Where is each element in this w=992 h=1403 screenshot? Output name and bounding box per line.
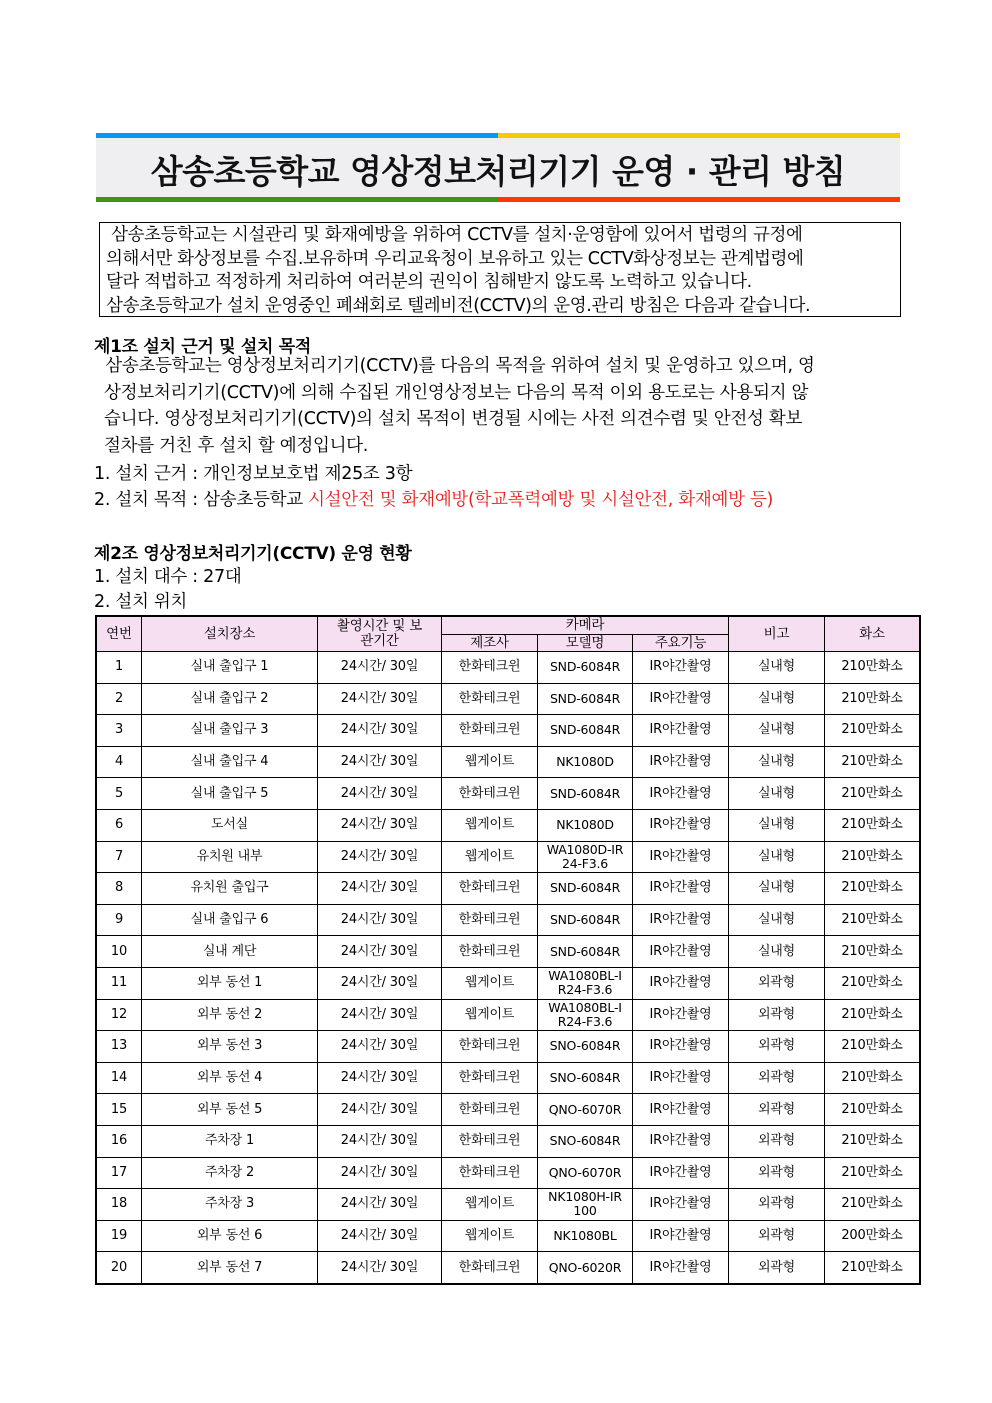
cell-maker: 한화테크윈 — [442, 1031, 538, 1063]
cell-resolution: 210만화소 — [825, 778, 921, 810]
table-row — [96, 841, 920, 873]
cell-location: 실내 출입구 4 — [142, 746, 318, 778]
title-bar-bottom-right — [498, 197, 900, 202]
cell-location: 외부 동선 7 — [142, 1252, 318, 1284]
page-title: 삼송초등학교 영상정보처리기기 운영 · 관리 방침 — [150, 152, 846, 191]
cell-resolution: 200만화소 — [825, 1220, 921, 1252]
cell-model: NK1080D — [538, 746, 633, 778]
cell-feature: IR야간촬영 — [633, 1189, 729, 1221]
cell-feature: IR야간촬영 — [633, 873, 729, 905]
cell-period: 24시간/ 30일 — [318, 1094, 442, 1126]
cell-location: 실내 계단 — [142, 936, 318, 968]
cell-no: 17 — [96, 1157, 142, 1189]
cell-model: SND-6084R — [538, 715, 633, 747]
paragraph-line: 삼송초등학교는 영상정보처리기기(CCTV)를 다음의 목적을 위하여 설치 및 운영하고 있으며, 영 — [100, 356, 815, 376]
cell-resolution: 210만화소 — [825, 904, 921, 936]
cell-location: 외부 동선 3 — [142, 1031, 318, 1063]
cell-resolution: 210만화소 — [825, 1125, 921, 1157]
table-row — [96, 809, 920, 841]
model-line: 100 — [573, 1203, 597, 1219]
header-period: 촬영시간 및 보관기간 — [318, 616, 442, 652]
title-bar-top-right — [498, 133, 900, 138]
cell-note: 실내형 — [729, 652, 825, 684]
header-location: 설치장소 — [142, 616, 318, 652]
cell-period: 24시간/ 30일 — [318, 904, 442, 936]
cell-maker: 한화테크윈 — [442, 652, 538, 684]
cell-note: 외곽형 — [729, 1189, 825, 1221]
cell-maker: 웹게이트 — [442, 1220, 538, 1252]
cell-model: NK1080D — [538, 809, 633, 841]
cell-location: 주차장 1 — [142, 1125, 318, 1157]
cell-no: 3 — [96, 715, 142, 747]
cell-model — [538, 1189, 633, 1221]
cell-maker: 웹게이트 — [442, 999, 538, 1031]
table-row — [96, 683, 920, 715]
cell-location: 외부 동선 6 — [142, 1220, 318, 1252]
cell-model: NK1080BL — [538, 1220, 633, 1252]
cell-no: 6 — [96, 809, 142, 841]
cell-period: 24시간/ 30일 — [318, 746, 442, 778]
cell-resolution: 210만화소 — [825, 936, 921, 968]
cell-note: 실내형 — [729, 936, 825, 968]
cctv-table — [95, 615, 921, 1285]
model-line: 24-F3.6 — [561, 855, 609, 871]
article1-item1: 1. 설치 근거 : 개인정보보호법 제25조 3항 — [94, 464, 413, 484]
cell-feature: IR야간촬영 — [633, 936, 729, 968]
article2-heading: 제2조 영상정보처리기기(CCTV) 운영 현황 — [94, 544, 412, 564]
cell-model: SND-6084R — [538, 652, 633, 684]
item2-prefix: 2. 설치 목적 : 삼송초등학교 — [94, 490, 309, 510]
cell-resolution: 210만화소 — [825, 809, 921, 841]
cell-model: QNO-6070R — [538, 1094, 633, 1126]
cell-resolution: 210만화소 — [825, 999, 921, 1031]
table-row — [96, 1220, 920, 1252]
cell-no: 20 — [96, 1252, 142, 1284]
cell-location: 외부 동선 4 — [142, 1062, 318, 1094]
cell-note: 외곽형 — [729, 999, 825, 1031]
model-line: R24-F3.6 — [557, 1013, 613, 1029]
model-line: WA1080BL-I — [548, 999, 622, 1015]
cell-period: 24시간/ 30일 — [318, 841, 442, 873]
cell-feature: IR야간촬영 — [633, 1031, 729, 1063]
cell-location: 도서실 — [142, 809, 318, 841]
table-row — [96, 652, 920, 684]
cell-no: 11 — [96, 967, 142, 999]
cell-maker: 웹게이트 — [442, 1189, 538, 1221]
cell-maker: 한화테크윈 — [442, 1094, 538, 1126]
cell-note: 외곽형 — [729, 1062, 825, 1094]
item2-highlight: 시설안전 및 화재예방(학교폭력예방 및 시설안전, 화재예방 등) — [308, 490, 774, 510]
cell-feature: IR야간촬영 — [633, 1252, 729, 1284]
table-row — [96, 1252, 920, 1284]
cell-note: 외곽형 — [729, 1094, 825, 1126]
table-row — [96, 715, 920, 747]
cell-location: 주차장 2 — [142, 1157, 318, 1189]
cell-feature: IR야간촬영 — [633, 1157, 729, 1189]
cell-maker: 한화테크윈 — [442, 715, 538, 747]
cell-period: 24시간/ 30일 — [318, 652, 442, 684]
cell-location: 실내 출입구 3 — [142, 715, 318, 747]
cell-period: 24시간/ 30일 — [318, 873, 442, 905]
cell-period: 24시간/ 30일 — [318, 1031, 442, 1063]
cell-note: 외곽형 — [729, 1157, 825, 1189]
cell-resolution: 210만화소 — [825, 715, 921, 747]
intro-box — [99, 222, 901, 317]
paragraph-line: 상정보처리기기(CCTV)에 의해 수집된 개인영상정보는 다음의 목적 이외 용도로는 사용되지 않 — [104, 382, 809, 403]
model-line: NK1080H-IR — [548, 1189, 622, 1205]
cell-no: 19 — [96, 1220, 142, 1252]
cell-model: SNO-6084R — [538, 1125, 633, 1157]
table-row — [96, 936, 920, 968]
intro-line: 삼송초등학교가 설치 운영중인 폐쇄회로 텔레비전(CCTV)의 운영.관리 방침은 다음과 같습니다. — [106, 295, 811, 316]
cell-feature: IR야간촬영 — [633, 778, 729, 810]
cell-location: 실내 출입구 1 — [142, 652, 318, 684]
cell-location: 실내 출입구 5 — [142, 778, 318, 810]
cell-no: 10 — [96, 936, 142, 968]
cell-resolution: 210만화소 — [825, 841, 921, 873]
cell-no: 5 — [96, 778, 142, 810]
cell-feature: IR야간촬영 — [633, 1094, 729, 1126]
cell-feature: IR야간촬영 — [633, 841, 729, 873]
cell-period: 24시간/ 30일 — [318, 1125, 442, 1157]
intro-line: 삼송초등학교는 시설관리 및 화재예방을 위하여 CCTV를 설치·운영함에 있어서 법령의 규정에 — [106, 225, 803, 245]
cell-maker: 웹게이트 — [442, 746, 538, 778]
cell-maker: 한화테크윈 — [442, 904, 538, 936]
table-row — [96, 1031, 920, 1063]
header-feature: 주요기능 — [633, 635, 729, 652]
cell-model: SND-6084R — [538, 873, 633, 905]
article1-paragraph — [100, 353, 894, 459]
cell-no: 4 — [96, 746, 142, 778]
intro-line: 의해서만 화상정보를 수집.보유하며 우리교육청이 보유하고 있는 CCTV화상정보는 관계법령에 — [106, 248, 804, 269]
cell-note: 실내형 — [729, 809, 825, 841]
cell-feature: IR야간촬영 — [633, 746, 729, 778]
table-row — [96, 1157, 920, 1189]
cell-resolution: 210만화소 — [825, 1157, 921, 1189]
cell-feature: IR야간촬영 — [633, 999, 729, 1031]
cell-location: 외부 동선 2 — [142, 999, 318, 1031]
cell-resolution: 210만화소 — [825, 1189, 921, 1221]
cell-feature: IR야간촬영 — [633, 809, 729, 841]
cell-model: SND-6084R — [538, 683, 633, 715]
cell-model: SND-6084R — [538, 936, 633, 968]
cell-maker: 한화테크윈 — [442, 1157, 538, 1189]
cell-resolution: 210만화소 — [825, 746, 921, 778]
cell-note: 실내형 — [729, 873, 825, 905]
header-resolution: 화소 — [825, 616, 921, 652]
cell-model: SND-6084R — [538, 904, 633, 936]
cell-model: SND-6084R — [538, 778, 633, 810]
cell-feature: IR야간촬영 — [633, 1062, 729, 1094]
cell-location: 실내 출입구 6 — [142, 904, 318, 936]
cell-maker: 한화테크윈 — [442, 778, 538, 810]
cell-resolution: 210만화소 — [825, 967, 921, 999]
cell-maker: 한화테크윈 — [442, 936, 538, 968]
table-row — [96, 1125, 920, 1157]
title-banner — [96, 133, 900, 202]
cell-period: 24시간/ 30일 — [318, 778, 442, 810]
cell-no: 1 — [96, 652, 142, 684]
cell-resolution: 210만화소 — [825, 873, 921, 905]
cell-resolution: 210만화소 — [825, 652, 921, 684]
cell-note: 외곽형 — [729, 1125, 825, 1157]
cell-model — [538, 999, 633, 1031]
cell-maker: 한화테크윈 — [442, 1125, 538, 1157]
cell-period: 24시간/ 30일 — [318, 1157, 442, 1189]
cell-resolution: 210만화소 — [825, 1031, 921, 1063]
article2-item1: 1. 설치 대수 : 27대 — [94, 567, 242, 587]
model-line: WA1080BL-I — [548, 968, 622, 984]
table-row — [96, 1062, 920, 1094]
cell-feature: IR야간촬영 — [633, 1125, 729, 1157]
cell-maker: 한화테크윈 — [442, 1252, 538, 1284]
header-maker: 제조사 — [442, 635, 538, 652]
cell-note: 외곽형 — [729, 1252, 825, 1284]
cell-note: 실내형 — [729, 683, 825, 715]
model-line: R24-F3.6 — [557, 982, 613, 998]
cell-no: 16 — [96, 1125, 142, 1157]
cell-note: 실내형 — [729, 841, 825, 873]
cell-maker: 웹게이트 — [442, 967, 538, 999]
cell-period: 24시간/ 30일 — [318, 1252, 442, 1284]
cell-note: 실내형 — [729, 746, 825, 778]
cell-no: 7 — [96, 841, 142, 873]
article1-item2 — [94, 486, 773, 511]
header-no: 연번 — [96, 616, 142, 652]
cell-period: 24시간/ 30일 — [318, 999, 442, 1031]
cell-model: QNO-6020R — [538, 1252, 633, 1284]
cell-resolution: 210만화소 — [825, 1094, 921, 1126]
article2-item2: 2. 설치 위치 — [94, 592, 188, 612]
article1-heading: 제1조 설치 근거 및 설치 목적 — [94, 337, 311, 357]
table-row — [96, 873, 920, 905]
cell-feature: IR야간촬영 — [633, 904, 729, 936]
cell-model: QNO-6070R — [538, 1157, 633, 1189]
paragraph-line: 절차를 거친 후 설치 할 예정입니다. — [104, 435, 369, 456]
cell-no: 12 — [96, 999, 142, 1031]
cell-location: 실내 출입구 2 — [142, 683, 318, 715]
cell-no: 2 — [96, 683, 142, 715]
cell-no: 8 — [96, 873, 142, 905]
cell-model: SNO-6084R — [538, 1062, 633, 1094]
cell-resolution: 210만화소 — [825, 1062, 921, 1094]
cell-location: 주차장 3 — [142, 1189, 318, 1221]
cell-maker: 한화테크윈 — [442, 873, 538, 905]
cell-period: 24시간/ 30일 — [318, 1062, 442, 1094]
cell-period: 24시간/ 30일 — [318, 715, 442, 747]
cell-model — [538, 967, 633, 999]
header-note: 비고 — [729, 616, 825, 652]
cell-note: 실내형 — [729, 904, 825, 936]
cell-maker: 웹게이트 — [442, 809, 538, 841]
cell-feature: IR야간촬영 — [633, 683, 729, 715]
cell-note: 실내형 — [729, 715, 825, 747]
cell-period: 24시간/ 30일 — [318, 809, 442, 841]
table-row — [96, 967, 920, 999]
cell-no: 15 — [96, 1094, 142, 1126]
cell-feature: IR야간촬영 — [633, 1220, 729, 1252]
intro-line: 달라 적법하고 적정하게 처리하여 여러분의 권익이 침해받지 않도록 노력하고 있습니다. — [106, 272, 752, 292]
cell-model — [538, 841, 633, 873]
title-bar-bottom-left — [96, 197, 498, 202]
cell-period: 24시간/ 30일 — [318, 683, 442, 715]
cell-period: 24시간/ 30일 — [318, 936, 442, 968]
model-line: WA1080D-IR — [546, 841, 624, 857]
cell-note: 외곽형 — [729, 967, 825, 999]
cell-feature: IR야간촬영 — [633, 652, 729, 684]
header-model: 모델명 — [538, 635, 633, 652]
cell-feature: IR야간촬영 — [633, 967, 729, 999]
cell-resolution: 210만화소 — [825, 1252, 921, 1284]
cell-location: 유치원 내부 — [142, 841, 318, 873]
cell-feature: IR야간촬영 — [633, 715, 729, 747]
cell-maker: 한화테크윈 — [442, 683, 538, 715]
table-row — [96, 746, 920, 778]
cell-note: 외곽형 — [729, 1220, 825, 1252]
cell-note: 실내형 — [729, 778, 825, 810]
header-camera: 카메라 — [442, 616, 729, 635]
table-row — [96, 999, 920, 1031]
table-row — [96, 904, 920, 936]
title-bar-top-left — [96, 133, 498, 138]
cell-resolution: 210만화소 — [825, 683, 921, 715]
cell-no: 9 — [96, 904, 142, 936]
cell-note: 외곽형 — [729, 1031, 825, 1063]
table-row — [96, 778, 920, 810]
cell-location: 유치원 출입구 — [142, 873, 318, 905]
cell-location: 외부 동선 5 — [142, 1094, 318, 1126]
paragraph-line: 습니다. 영상정보처리기기(CCTV)의 설치 목적이 변경될 시에는 사전 의견수렴 및 안전성 확보 — [104, 409, 803, 429]
cell-maker: 한화테크윈 — [442, 1062, 538, 1094]
cell-model: SNO-6084R — [538, 1031, 633, 1063]
cell-period: 24시간/ 30일 — [318, 1220, 442, 1252]
cell-no: 18 — [96, 1189, 142, 1221]
cctv-table-body — [96, 652, 920, 1284]
cell-no: 13 — [96, 1031, 142, 1063]
table-row — [96, 1094, 920, 1126]
cell-period: 24시간/ 30일 — [318, 1189, 442, 1221]
cell-maker: 웹게이트 — [442, 841, 538, 873]
table-row — [96, 1189, 920, 1221]
cell-period: 24시간/ 30일 — [318, 967, 442, 999]
cell-location: 외부 동선 1 — [142, 967, 318, 999]
cell-no: 14 — [96, 1062, 142, 1094]
